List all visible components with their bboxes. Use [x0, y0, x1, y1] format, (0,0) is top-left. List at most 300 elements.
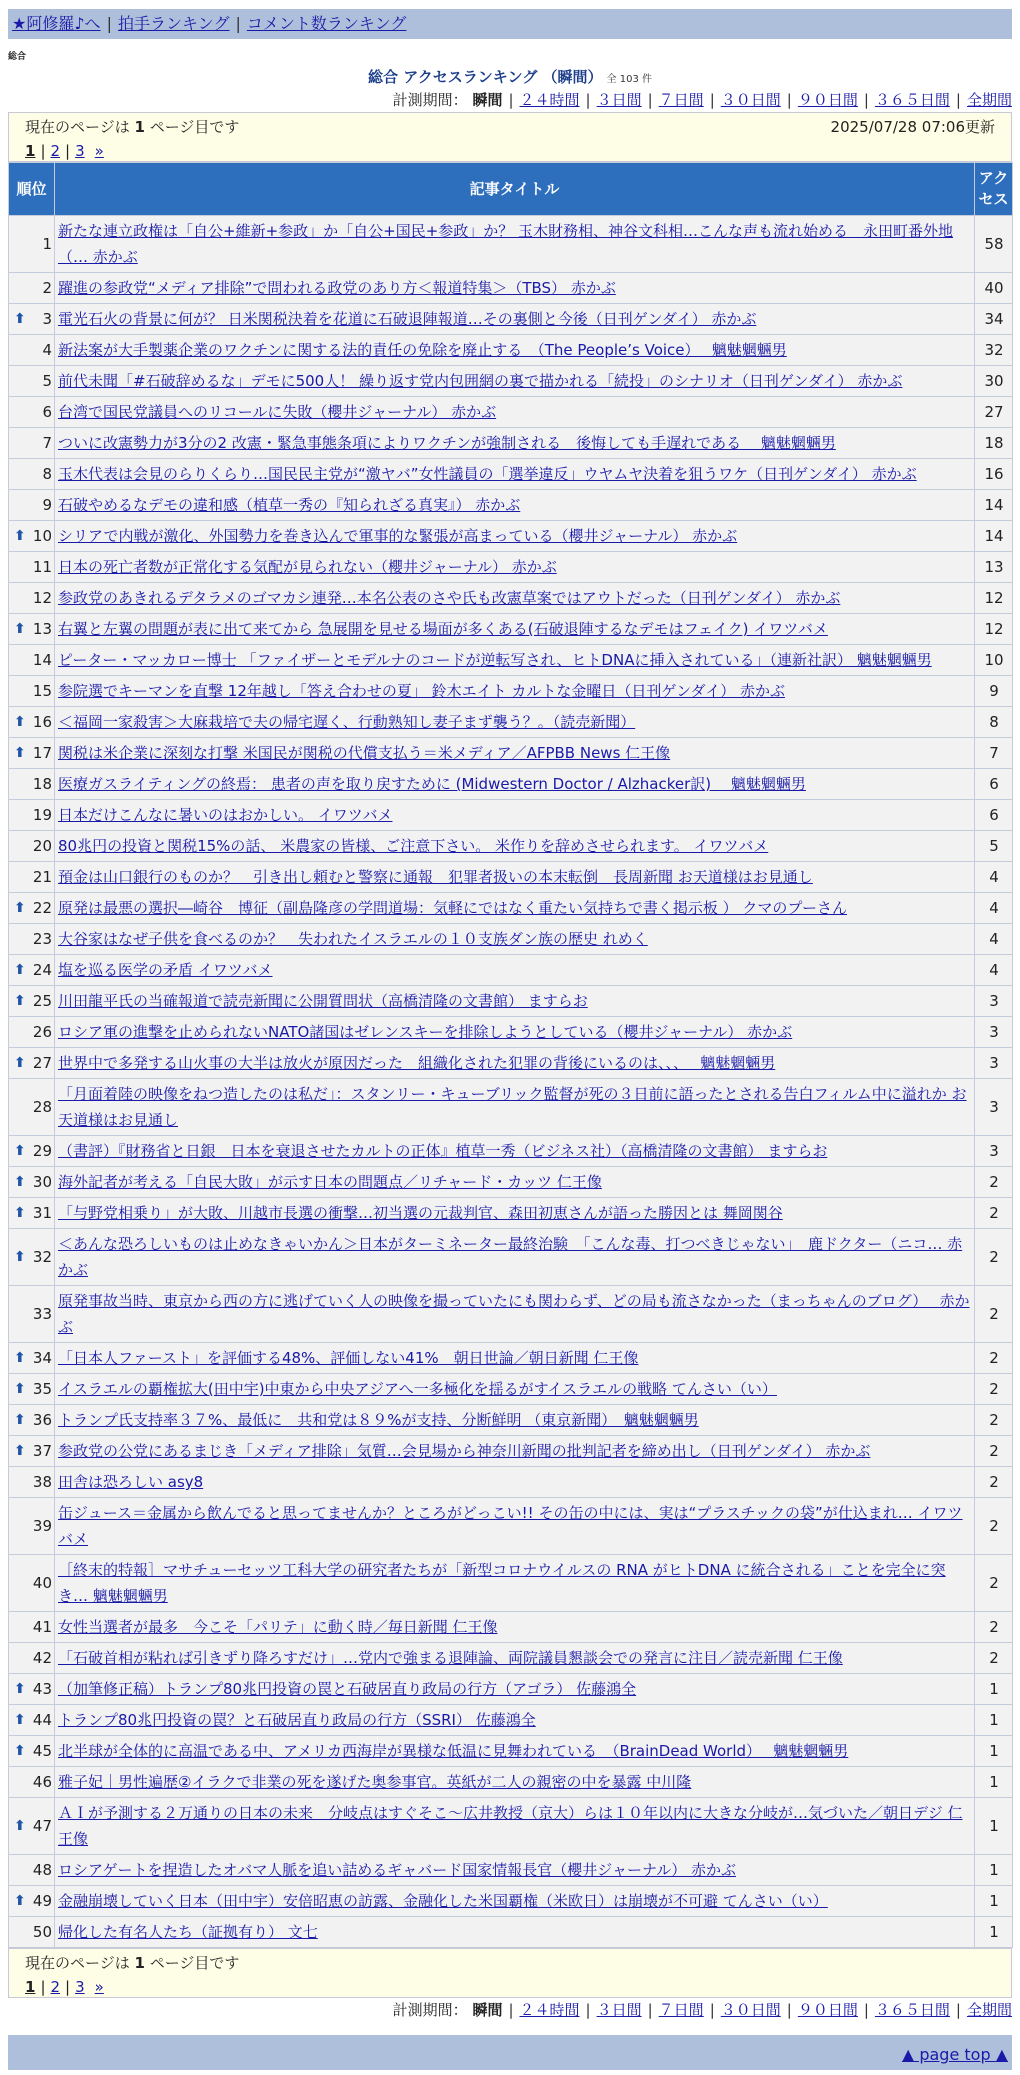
access-count: 1 — [975, 1736, 1013, 1767]
period-current: 瞬間 — [472, 2001, 503, 2019]
pager-current: 1 — [25, 142, 36, 160]
access-count: 2 — [975, 1643, 1013, 1674]
article-link[interactable]: 参政党のあきれるデタラメのゴマカシ連発…本名公表のさや氏も改憲草案ではアウトだった（日刊ゲンダイ） 赤かぶ — [58, 589, 841, 607]
period-link-24h[interactable]: ２４時間 — [519, 2001, 580, 2019]
access-count: 16 — [975, 459, 1013, 490]
rank-cell — [9, 1048, 55, 1079]
article-link[interactable]: 雅子妃｜男性遍歴②イラクで非業の死を遂げた奥参事官。英紙が二人の親密の中を暴露 中川隆 — [58, 1773, 692, 1791]
article-link[interactable]: 参政党の公党にあるまじき「メディア排除」気質…会見場から神奈川新聞の批判記者を締め出し（日刊ゲンダイ） 赤かぶ — [58, 1442, 871, 1460]
article-link[interactable]: 川田龍平氏の当確報道で読売新聞に公開質問状（高橋清隆の文書館） ますらお — [58, 992, 588, 1010]
article-link[interactable]: 躍進の参政党“メディア排除”で問われる政党のあり方＜報道特集＞（TBS） 赤かぶ — [58, 279, 616, 297]
title-cell — [55, 1674, 975, 1705]
rank-number: 32 — [32, 1248, 52, 1266]
rank-cell — [9, 614, 55, 645]
article-link[interactable]: 80兆円の投資と関税15%の話、 米農家の皆様、ご注意下さい。 米作りを辞めさせられます。 イワツバメ — [58, 837, 769, 855]
article-link[interactable]: 参院選でキーマンを直撃 12年越し「答え合わせの夏」 鈴木エイト カルトな金曜日（日刊ゲンダイ） 赤かぶ — [58, 682, 785, 700]
rank-number: 47 — [32, 1817, 52, 1835]
access-count: 3 — [975, 1136, 1013, 1167]
access-count: 3 — [975, 1048, 1013, 1079]
table-row — [9, 1643, 1013, 1674]
page-status: 現在のページは 1 ページ目です — [25, 118, 240, 136]
rank-up-arrow-icon: ⬆ — [14, 714, 26, 730]
rank-cell — [9, 1886, 55, 1917]
title-cell — [55, 986, 975, 1017]
rank-cell — [9, 490, 55, 521]
rank-cell — [9, 459, 55, 490]
table-row — [9, 769, 1013, 800]
access-count: 1 — [975, 1705, 1013, 1736]
pager-link-2[interactable]: 2 — [50, 142, 61, 160]
rank-cell — [9, 428, 55, 459]
rank-up-arrow-icon: ⬆ — [14, 900, 26, 916]
rank-number: 3 — [42, 310, 52, 328]
period-link-365d[interactable]: ３６５日間 — [874, 2001, 950, 2019]
rank-number: 1 — [42, 235, 52, 253]
title-cell — [55, 1405, 975, 1436]
period-link-all[interactable]: 全期間 — [966, 2001, 1012, 2019]
table-row — [9, 924, 1013, 955]
access-count: 1 — [975, 1767, 1013, 1798]
rank-number: 16 — [32, 713, 52, 731]
table-row — [9, 335, 1013, 366]
rank-number: 35 — [32, 1380, 52, 1398]
updated-timestamp: 2025/07/28 07:06更新 — [830, 118, 995, 136]
table-row — [9, 893, 1013, 924]
article-link[interactable]: ロシアゲートを捏造したオバマ人脈を追い詰めるギャバード国家情報長官（櫻井ジャーナル） 赤かぶ — [58, 1861, 736, 1879]
rank-up-arrow-icon: ⬆ — [14, 1681, 26, 1697]
rank-cell — [9, 893, 55, 924]
article-link[interactable]: （書評）『財務省と日銀 日本を衰退させたカルトの正体』植草一秀（ビジネス社）（高橋清隆の文書館） ますらお — [58, 1142, 828, 1160]
title-cell — [55, 216, 975, 273]
pager-next[interactable]: » — [94, 1978, 104, 1996]
table-row — [9, 614, 1013, 645]
rank-up-arrow-icon: ⬆ — [14, 1249, 26, 1265]
rank-cell — [9, 1017, 55, 1048]
period-link-3d[interactable]: ３日間 — [596, 91, 642, 109]
rank-number: 11 — [32, 558, 52, 576]
table-row — [9, 1674, 1013, 1705]
table-row — [9, 862, 1013, 893]
table-row — [9, 1498, 1013, 1555]
header-title: 記事タイトル — [55, 163, 975, 216]
rank-cell — [9, 1855, 55, 1886]
title-cell — [55, 1467, 975, 1498]
article-link[interactable]: 日本だけこんなに暑いのはおかしい。 イワツバメ — [58, 806, 393, 824]
rank-up-arrow-icon: ⬆ — [14, 621, 26, 637]
title-cell — [55, 1705, 975, 1736]
pager-next[interactable]: » — [94, 142, 104, 160]
access-count: 2 — [975, 1167, 1013, 1198]
article-link[interactable]: 石破やめるなデモの違和感（植草一秀の『知られざる真実』） 赤かぶ — [58, 496, 521, 514]
rank-number: 37 — [32, 1442, 52, 1460]
article-link[interactable]: ロシア軍の進撃を止められないNATO諸国はゼレンスキーを排除しようとしている（櫻井ジャーナル） 赤かぶ — [58, 1023, 793, 1041]
title-cell — [55, 1498, 975, 1555]
access-count: 4 — [975, 924, 1013, 955]
page-status: 現在のページは 1 ページ目です — [25, 1954, 240, 1972]
article-link[interactable]: 「日本人ファースト」を評価する48%、評価しない41% 朝日世論／朝日新聞 仁王像 — [58, 1349, 639, 1367]
rank-number: 4 — [42, 341, 52, 359]
article-link[interactable]: （加筆修正稿）トランプ80兆円投資の罠と石破居直り政局の行方（アゴラ） 佐藤鴻全 — [58, 1680, 637, 1698]
table-row — [9, 831, 1013, 862]
rank-cell — [9, 1167, 55, 1198]
article-link[interactable]: トランプ80兆円投資の罠？と石破居直り政局の行方（SSRI） 佐藤鴻全 — [58, 1711, 536, 1729]
title-cell — [55, 1048, 975, 1079]
access-count: 12 — [975, 583, 1013, 614]
article-link[interactable]: ＡＩが予測する２万通りの日本の未来 分岐点はすぐそこ～広井教授（京大）らは１０年以内に大きな分岐が…気づいた／朝日デジ 仁王像 — [58, 1804, 963, 1848]
rank-cell — [9, 955, 55, 986]
article-link[interactable]: 女性当選者が最多 今こそ「パリテ」に動く時／毎日新聞 仁王像 — [58, 1618, 498, 1636]
title-cell — [55, 1736, 975, 1767]
table-row — [9, 676, 1013, 707]
table-row — [9, 1343, 1013, 1374]
rank-number: 23 — [32, 930, 52, 948]
rank-up-arrow-icon: ⬆ — [14, 1743, 26, 1759]
rank-cell — [9, 366, 55, 397]
pager-bottom: 1 | 2 | 3 » — [25, 1978, 104, 1996]
article-link[interactable]: 関税は米企業に深刻な打撃 米国民が関税の代償支払う＝米メディア／AFPBB News 仁王像 — [58, 744, 671, 762]
article-link[interactable]: 原発は最悪の選択―崎谷 博征（副島隆彦の学問道場：気軽にではなく重たい気持ちで書く掲示板 ） クマのプーさん — [58, 899, 847, 917]
rank-up-arrow-icon: ⬆ — [14, 1893, 26, 1909]
table-row — [9, 1736, 1013, 1767]
period-link-90d[interactable]: ９０日間 — [797, 2001, 858, 2019]
title-cell — [55, 893, 975, 924]
article-link[interactable]: 田舎は恐ろしい asy8 — [58, 1473, 204, 1491]
access-count: 34 — [975, 304, 1013, 335]
rank-number: 40 — [32, 1574, 52, 1592]
article-link[interactable]: 右翼と左翼の問題が表に出て来てから 急展開を見せる場面が多くある(石破退陣するなデモはフェイク) イワツバメ — [58, 620, 828, 638]
access-count: 27 — [975, 397, 1013, 428]
table-row — [9, 1198, 1013, 1229]
table-row — [9, 1436, 1013, 1467]
period-link-7d[interactable]: ７日間 — [658, 91, 704, 109]
table-row — [9, 1136, 1013, 1167]
access-count: 2 — [975, 1436, 1013, 1467]
access-count: 6 — [975, 800, 1013, 831]
rank-number: 42 — [32, 1649, 52, 1667]
table-row — [9, 645, 1013, 676]
access-count: 2 — [975, 1286, 1013, 1343]
access-count: 1 — [975, 1886, 1013, 1917]
title-cell — [55, 273, 975, 304]
title-cell — [55, 1374, 975, 1405]
rank-number: 29 — [32, 1142, 52, 1160]
rank-number: 36 — [32, 1411, 52, 1429]
table-row — [9, 1555, 1013, 1612]
access-count: 6 — [975, 769, 1013, 800]
rank-cell — [9, 304, 55, 335]
table-row — [9, 1048, 1013, 1079]
rank-number: 22 — [32, 899, 52, 917]
access-count: 14 — [975, 490, 1013, 521]
period-link-24h[interactable]: ２４時間 — [519, 91, 580, 109]
access-count: 3 — [975, 986, 1013, 1017]
article-link[interactable]: 玉木代表は会見のらりくらり…国民民主党が“激ヤバ”女性議員の「選挙違反」ウヤムヤ決着を狙うワケ（日刊ゲンダイ） 赤かぶ — [58, 465, 917, 483]
title-cell — [55, 676, 975, 707]
period-link-7d[interactable]: ７日間 — [658, 2001, 704, 2019]
title-cell — [55, 583, 975, 614]
rank-up-arrow-icon: ⬆ — [14, 311, 26, 327]
page-top-link[interactable]: ▲ page top ▲ — [901, 2045, 1008, 2064]
rank-number: 14 — [32, 651, 52, 669]
article-link[interactable]: ＜あんな恐ろしいものは止めなきゃいかん＞日本がターミネーター最終治験 「こんな毒、打つべきじゃない」 鹿ドクター（ニコ… 赤かぶ — [58, 1235, 963, 1279]
rank-up-arrow-icon: ⬆ — [14, 528, 26, 544]
rank-number: 50 — [32, 1923, 52, 1941]
period-selector-bottom: 計測期間： 瞬間 | ２４時間 | ３日間 | ７日間 | ３０日間 | ９０日間 | ３６５日間 | 全期間 — [392, 2001, 1012, 2019]
rank-cell — [9, 1498, 55, 1555]
rank-cell — [9, 862, 55, 893]
article-link[interactable]: 塩を巡る医学の矛盾 イワツバメ — [58, 961, 273, 979]
ranking-rows — [9, 216, 1013, 1948]
access-count: 2 — [975, 1374, 1013, 1405]
article-link[interactable]: 北半球が全体的に高温である中、アメリカ西海岸が異様な低温に見舞われている （BrainDead World） 魑魅魍魎男 — [58, 1742, 849, 1760]
rank-cell — [9, 676, 55, 707]
access-count: 58 — [975, 216, 1013, 273]
access-count: 1 — [975, 1674, 1013, 1705]
article-link[interactable]: 日本の死亡者数が正常化する気配が見られない（櫻井ジャーナル） 赤かぶ — [58, 558, 557, 576]
rank-cell — [9, 552, 55, 583]
rank-up-arrow-icon: ⬆ — [14, 993, 26, 1009]
title-cell — [55, 1886, 975, 1917]
table-row — [9, 459, 1013, 490]
title-cell — [55, 831, 975, 862]
rank-number: 25 — [32, 992, 52, 1010]
table-row — [9, 1917, 1013, 1948]
article-link[interactable]: ピーター・マッカロー博士 「ファイザーとモデルナのコードが逆転写され、ヒトDNAに挿入されている」（連新社訳） 魑魅魍魎男 — [58, 651, 932, 669]
access-count: 13 — [975, 552, 1013, 583]
article-link[interactable]: 台湾で国民党議員へのリコールに失敗（櫻井ジャーナル） 赤かぶ — [58, 403, 497, 421]
ranking-table — [8, 162, 1013, 1948]
table-row — [9, 216, 1013, 273]
rank-number: 13 — [32, 620, 52, 638]
rank-cell — [9, 1079, 55, 1136]
rank-cell — [9, 769, 55, 800]
rank-number: 21 — [32, 868, 52, 886]
nav-link-ashura[interactable]: ★阿修羅♪へ — [12, 14, 101, 33]
article-link[interactable]: 「与野党相乗り」が大敗、川越市長選の衝撃…初当選の元裁判官、森田初恵さんが語った勝因とは 舞岡関谷 — [58, 1204, 783, 1222]
title-cell — [55, 1229, 975, 1286]
article-link[interactable]: 大谷家はなぜ子供を食べるのか？ 失われたイスラエルの１０支族ダン族の歴史 れめく — [58, 930, 648, 948]
title-cell — [55, 614, 975, 645]
access-count: 2 — [975, 1612, 1013, 1643]
rank-number: 17 — [32, 744, 52, 762]
access-count: 14 — [975, 521, 1013, 552]
rank-cell — [9, 1798, 55, 1855]
title-cell — [55, 924, 975, 955]
rank-number: 44 — [32, 1711, 52, 1729]
rank-up-arrow-icon: ⬆ — [14, 1143, 26, 1159]
rank-number: 43 — [32, 1680, 52, 1698]
rank-number: 20 — [32, 837, 52, 855]
page-info-top — [8, 112, 1012, 162]
rank-number: 5 — [42, 372, 52, 390]
rank-number: 2 — [42, 279, 52, 297]
article-link[interactable]: ついに改憲勢力が3分の2 改憲・緊急事態条項によりワクチンが強制される 後悔しても手遅れである 魑魅魍魎男 — [58, 434, 836, 452]
table-row — [9, 1855, 1013, 1886]
title-cell — [55, 738, 975, 769]
rank-number: 39 — [32, 1517, 52, 1535]
title-cell — [55, 955, 975, 986]
title-cell — [55, 1436, 975, 1467]
rank-number: 45 — [32, 1742, 52, 1760]
article-link[interactable]: 預金は山口銀行のものか？ 引き出し頼むと警察に通報 犯罪者扱いの本末転倒 長周新聞 お天道様はお見通し — [58, 868, 813, 886]
article-link[interactable]: 金融崩壊していく日本（田中宇）安倍昭恵の訪露、金融化した米国覇権（米欧日）は崩壊が不可避 てんさい（い） — [58, 1892, 828, 1910]
rank-up-arrow-icon: ⬆ — [14, 1055, 26, 1071]
rank-number: 33 — [32, 1305, 52, 1323]
table-row — [9, 1017, 1013, 1048]
rank-cell — [9, 273, 55, 304]
table-row — [9, 273, 1013, 304]
article-link[interactable]: イスラエルの覇権拡大(田中宇)中東から中央アジアへ一多極化を揺るがすイスラエルの戦略 てんさい（い） — [58, 1380, 777, 1398]
period-link-30d[interactable]: ３０日間 — [720, 2001, 781, 2019]
access-count: 1 — [975, 1855, 1013, 1886]
rank-cell — [9, 1555, 55, 1612]
title-cell — [55, 1136, 975, 1167]
rank-cell — [9, 800, 55, 831]
table-row — [9, 583, 1013, 614]
category-label: 総合 — [8, 52, 27, 62]
nav-link-clap-ranking[interactable]: 拍手ランキング — [117, 14, 230, 33]
title-cell — [55, 459, 975, 490]
rank-up-arrow-icon: ⬆ — [14, 1412, 26, 1428]
title-cell — [55, 1555, 975, 1612]
article-link[interactable]: 原発事故当時、東京から西の方に逃げていく人の映像を撮っていたにも関わらず、どの局も流さなかった（まっちゃんのブログ） 赤かぶ — [58, 1292, 970, 1336]
rank-cell — [9, 1136, 55, 1167]
title-cell — [55, 490, 975, 521]
rank-up-arrow-icon: ⬆ — [14, 1818, 26, 1834]
article-link[interactable]: トランプ氏支持率３７%、最低に 共和党は８９%が支持、分断鮮明 （東京新聞） 魑魅魍魎男 — [58, 1411, 699, 1429]
article-link[interactable]: 缶ジュース＝金属から飲んでると思ってませんか？ところがどっこい!! その缶の中には、実は“プラスチックの袋”が仕込まれ… イワツバメ — [58, 1504, 963, 1548]
rank-cell — [9, 1643, 55, 1674]
table-row — [9, 1167, 1013, 1198]
rank-number: 48 — [32, 1861, 52, 1879]
article-link[interactable]: ［終末的特報］マサチューセッツ工科大学の研究者たちが「新型コロナウイルスの RNA がヒトDNA に統合される」ことを完全に突き… 魑魅魍魎男 — [58, 1561, 946, 1605]
table-row — [9, 397, 1013, 428]
title-cell — [55, 1286, 975, 1343]
title-cell — [55, 1017, 975, 1048]
period-current: 瞬間 — [472, 91, 503, 109]
rank-number: 38 — [32, 1473, 52, 1491]
access-count: 32 — [975, 335, 1013, 366]
table-row — [9, 304, 1013, 335]
rank-cell — [9, 1229, 55, 1286]
rank-number: 24 — [32, 961, 52, 979]
title-cell — [55, 1855, 975, 1886]
footer-bar — [8, 2035, 1012, 2070]
pager-link-2[interactable]: 2 — [50, 1978, 61, 1996]
rank-number: 15 — [32, 682, 52, 700]
table-row — [9, 1798, 1013, 1855]
article-link[interactable]: 海外記者が考える「自民大敗」が示す日本の問題点／リチャード・カッツ 仁王像 — [58, 1173, 602, 1191]
article-link[interactable]: 新法案が大手製薬企業のワクチンに関する法的責任の免除を廃止する （The People’s Voice） 魑魅魍魎男 — [58, 341, 787, 359]
title-cell — [55, 1917, 975, 1948]
header-rank: 順位 — [9, 163, 55, 216]
article-link[interactable]: 医療ガスライティングの終焉： 患者の声を取り戻すために (Midwestern Doctor / Alzhacker訳) 魑魅魍魎男 — [58, 775, 806, 793]
rank-number: 49 — [32, 1892, 52, 1910]
title-cell — [55, 1767, 975, 1798]
access-count: 12 — [975, 614, 1013, 645]
table-row — [9, 800, 1013, 831]
access-count: 2 — [975, 1405, 1013, 1436]
article-link[interactable]: 電光石火の背景に何が？ 日米関税決着を花道に石破退陣報道…その裏側と今後（日刊ゲンダイ） 赤かぶ — [58, 310, 757, 328]
table-row — [9, 1229, 1013, 1286]
period-link-30d[interactable]: ３０日間 — [720, 91, 781, 109]
table-row — [9, 366, 1013, 397]
period-link-3d[interactable]: ３日間 — [596, 2001, 642, 2019]
title-cell — [55, 800, 975, 831]
title-cell — [55, 1079, 975, 1136]
page-title — [8, 66, 1012, 88]
access-count: 2 — [975, 1229, 1013, 1286]
rank-cell — [9, 1612, 55, 1643]
article-link[interactable]: シリアで内戦が激化、外国勢力を巻き込んで軍事的な緊張が高まっている（櫻井ジャーナル） 赤かぶ — [58, 527, 738, 545]
pager-top: 1 | 2 | 3 » — [25, 142, 104, 160]
rank-cell — [9, 1286, 55, 1343]
pager-link-3[interactable]: 3 — [75, 1978, 85, 1996]
article-link[interactable]: 新たな連立政権は「自公+維新+参政」か「自公+国民+参政」か？ 玉木財務相、神谷文科相…こんな声も流れ始める 永田町番外地（… 赤かぶ — [58, 222, 954, 266]
title-cell — [55, 645, 975, 676]
rank-cell — [9, 707, 55, 738]
title-cell — [55, 366, 975, 397]
table-row — [9, 1405, 1013, 1436]
rank-up-arrow-icon: ⬆ — [14, 1381, 26, 1397]
article-link[interactable]: ＜福岡一家殺害＞大麻栽培で夫の帰宅遅く、行動熟知し妻子まず襲う？。（読売新聞） — [58, 713, 636, 731]
access-count: 7 — [975, 738, 1013, 769]
period-link-90d[interactable]: ９０日間 — [797, 91, 858, 109]
rank-cell — [9, 1736, 55, 1767]
period-link-365d[interactable]: ３６５日間 — [874, 91, 950, 109]
rank-cell — [9, 738, 55, 769]
table-row — [9, 1886, 1013, 1917]
period-link-all[interactable]: 全期間 — [966, 91, 1012, 109]
rank-number: 28 — [32, 1098, 52, 1116]
article-link[interactable]: 「石破首相が粘れば引きずり降ろすだけ」…党内で強まる退陣論、両院議員懇談会での発言に注目／読売新聞 仁王像 — [58, 1649, 843, 1667]
title-cell — [55, 1643, 975, 1674]
title-cell — [55, 428, 975, 459]
header-access: アクセス — [975, 163, 1013, 216]
rank-cell — [9, 1343, 55, 1374]
pager-link-3[interactable]: 3 — [75, 142, 85, 160]
period-label: 計測期間： — [392, 91, 468, 109]
title-cell — [55, 707, 975, 738]
table-header-row — [9, 163, 1013, 216]
table-row — [9, 955, 1013, 986]
rank-cell — [9, 924, 55, 955]
rank-cell — [9, 1405, 55, 1436]
nav-link-comment-ranking[interactable]: コメント数ランキング — [246, 14, 407, 33]
rank-up-arrow-icon: ⬆ — [14, 1443, 26, 1459]
rank-number: 46 — [32, 1773, 52, 1791]
article-link[interactable]: 帰化した有名人たち（証拠有り） 文七 — [58, 1923, 318, 1941]
rank-cell — [9, 1674, 55, 1705]
table-row — [9, 1612, 1013, 1643]
table-row — [9, 738, 1013, 769]
access-count: 2 — [975, 1498, 1013, 1555]
rank-up-arrow-icon: ⬆ — [14, 1350, 26, 1366]
access-count: 3 — [975, 1017, 1013, 1048]
access-count: 8 — [975, 707, 1013, 738]
article-link[interactable]: 前代未聞「#石破辞めるな」デモに500人！ 繰り返す党内包囲網の裏で描かれる「続投」のシナリオ（日刊ゲンダイ） 赤かぶ — [58, 372, 903, 390]
article-link[interactable]: 「月面着陸の映像をねつ造したのは私だ」：スタンリー・キューブリック監督が死の３日前に語ったとされる告白フィルム中に溢れか お天道様はお見通し — [58, 1085, 967, 1129]
rank-number: 31 — [32, 1204, 52, 1222]
title-cell — [55, 769, 975, 800]
access-count: 10 — [975, 645, 1013, 676]
rank-up-arrow-icon: ⬆ — [14, 745, 26, 761]
article-link[interactable]: 世界中で多発する山火事の大半は放火が原因だった 組織化された犯罪の背後にいるのは、、、 魑魅魍魎男 — [58, 1054, 776, 1072]
rank-cell — [9, 1767, 55, 1798]
title-cell — [55, 521, 975, 552]
rank-up-arrow-icon: ⬆ — [14, 1174, 26, 1190]
title-cell — [55, 304, 975, 335]
